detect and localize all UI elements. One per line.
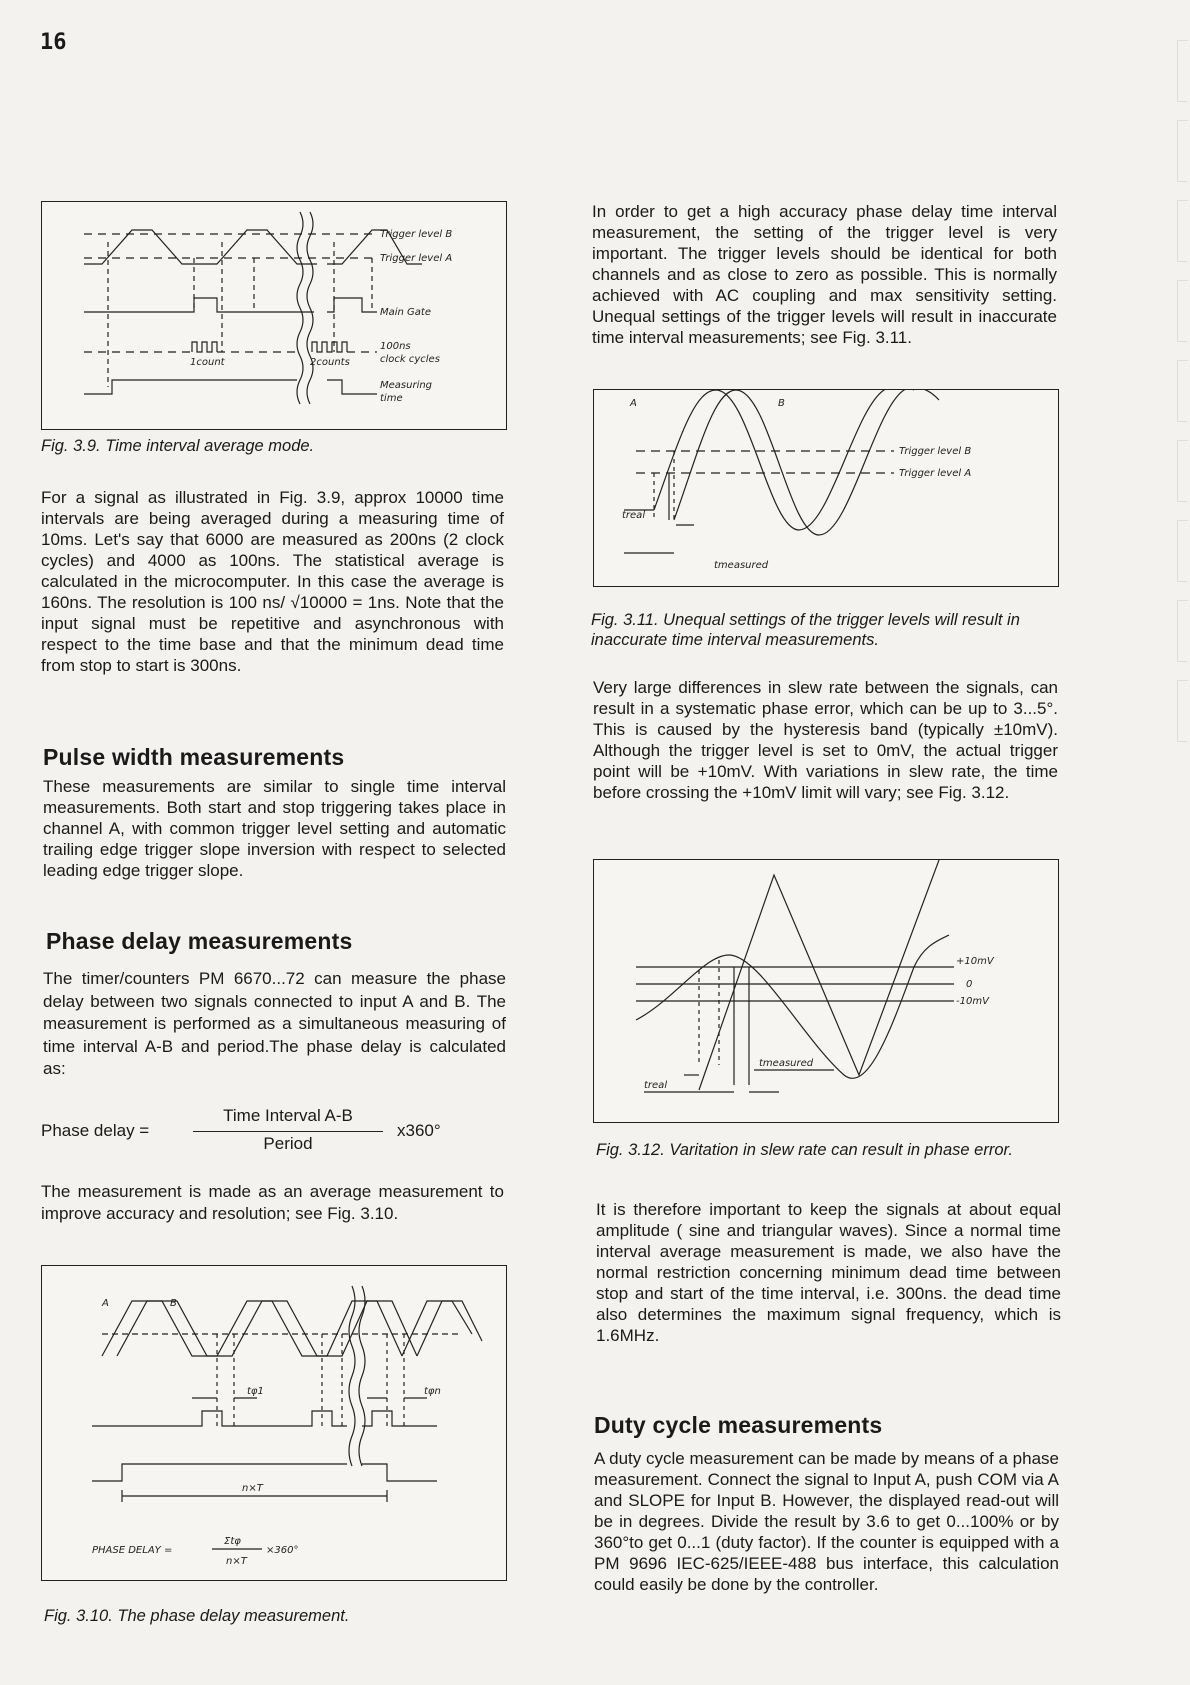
label-trigger-b: Trigger level B (380, 229, 453, 240)
label-measuring: Measuring (380, 380, 433, 391)
label-treal: treal (622, 510, 646, 521)
caption-fig-3-11: Fig. 3.11. Unequal settings of the trigger levels will result in inaccurate time interval measurements. (591, 611, 1020, 649)
label-a: A (630, 398, 637, 409)
label-sum-tphi: Σtφ (224, 1536, 241, 1547)
formula-multiplier: x360° (397, 1121, 441, 1140)
paragraph-trigger-level: In order to get a high accuracy phase delay time interval measurement, the setting of the trigger level is very important. The trigger levels should be identical for both channels and as close to zero as possible. This is normally achieved with AC coupling and max sensitivity setting. Unequal settings of the trigger levels will result in inaccurate time interval measurements; see Fig. 3.11. (592, 202, 1057, 347)
label-plus-10mv: +10mV (956, 956, 994, 967)
label-main-gate: Main Gate (380, 307, 432, 318)
label-1count: 1count (190, 357, 225, 368)
label-treal: treal (644, 1080, 668, 1091)
label-b: B (170, 1298, 177, 1309)
label-phase-delay: PHASE DELAY = (92, 1545, 173, 1556)
label-trigger-b: Trigger level B (899, 446, 972, 457)
label-b: B (778, 398, 785, 409)
label-n-times-t: n×T (226, 1556, 247, 1567)
label-times-360: ×360° (266, 1545, 299, 1556)
formula-numerator: Time Interval A-B (223, 1106, 353, 1125)
label-tmeasured: tmeasured (714, 560, 769, 571)
label-a: A (102, 1298, 109, 1309)
paragraph-pulse-width: These measurements are similar to single time interval measurements. Both start and stop triggering takes place in channel A, with common trigger level setting and automatic trailing edge trigger slope inversion with respect to selected leading edge trigger slope. (43, 777, 506, 880)
formula-lhs: Phase delay = (41, 1121, 150, 1140)
paragraph-average-example: For a signal as illustrated in Fig. 3.9, approx 10000 time intervals are being averaged during a measuring time of 10ms. Let's say that 6000 are measured as 200ns (2 clock cycles) and 4000 as 100ns. The statistical average is calculated in the microcomputer. In this case the average is 160ns. The resolution is 100 ns/ √10000 = 1ns. Note that the input signal must be repetitive and asynchronous with respect to the time base and that the minimum dead time from stop to start is 300ns. (41, 488, 504, 675)
paragraph-average-measurement: The measurement is made as an average measurement to improve accuracy and resolution; see Fig. 3.10. (41, 1182, 504, 1223)
page-number: 16 (40, 30, 67, 55)
figure-3-10 (41, 1265, 507, 1581)
heading-pulse-width: Pulse width measurements (43, 744, 345, 770)
label-tmeasured: tmeasured (759, 1058, 814, 1069)
label-trigger-a: Trigger level A (899, 468, 972, 479)
label-trigger-a: Trigger level A (380, 253, 453, 264)
paragraph-equal-amplitude: It is therefore important to keep the signals at about equal amplitude ( sine and triangular waves). Since a normal time interval average measurement is made, we also have the normal restriction concerning minimum dead time between stop and start of the time interval, i.e. 300ns. the dead time also determines the maximum signal frequency, which is 1.6MHz. (596, 1200, 1061, 1345)
fraction-bar (193, 1131, 383, 1132)
label-nt: n×T (242, 1483, 263, 1494)
label-100ns: 100ns (380, 341, 411, 352)
label-minus-10mv: -10mV (956, 996, 989, 1007)
figure-3-12 (593, 859, 1059, 1123)
formula-denominator: Period (263, 1134, 313, 1153)
heading-phase-delay: Phase delay measurements (46, 928, 353, 954)
paragraph-duty-cycle: A duty cycle measurement can be made by means of a phase measurement. Connect the signal to Input A, push COM via A and SLOPE for Input B. However, the displayed read-out will be in degrees. Divide the result by 3.6 to get 0...100% or by 360°to get 0...1 (duty factor). If the counter is equipped with a PM 9696 IEC-625/IEEE-488 bus interface, this calculation could easily be done by the controller. (594, 1449, 1059, 1594)
label-time: time (380, 393, 403, 404)
figure-3-9 (41, 201, 507, 430)
label-zero: 0 (966, 979, 973, 990)
caption-fig-3-9: Fig. 3.9. Time interval average mode. (41, 437, 315, 455)
page-edge-tabs (1176, 0, 1190, 1685)
figure-3-11 (593, 389, 1059, 587)
label-clock-cycles: clock cycles (380, 354, 440, 365)
heading-duty-cycle: Duty cycle measurements (594, 1412, 883, 1438)
caption-fig-3-10: Fig. 3.10. The phase delay measurement. (44, 1607, 350, 1625)
label-tphi1: tφ1 (247, 1386, 264, 1397)
label-2counts: 2counts (310, 357, 350, 368)
paragraph-phase-delay: The timer/counters PM 6670...72 can measure the phase delay between two signals connected to input A and B. The measurement is performed as a simultaneous measuring of time interval A-B and period.The phase delay is calculated as: (43, 969, 506, 1078)
caption-fig-3-12: Fig. 3.12. Varitation in slew rate can result in phase error. (596, 1141, 1013, 1159)
label-tphin: tφn (424, 1386, 441, 1397)
paragraph-slew-rate: Very large differences in slew rate between the signals, can result in a systematic phase error, which can be up to 3...5°. This is caused by the hysteresis band (typically ±10mV). Although the trigger level is set to 0mV, the actual trigger point will be +10mV. With variations in slew rate, the time before crossing the +10mV limit will vary; see Fig. 3.12. (593, 678, 1058, 802)
